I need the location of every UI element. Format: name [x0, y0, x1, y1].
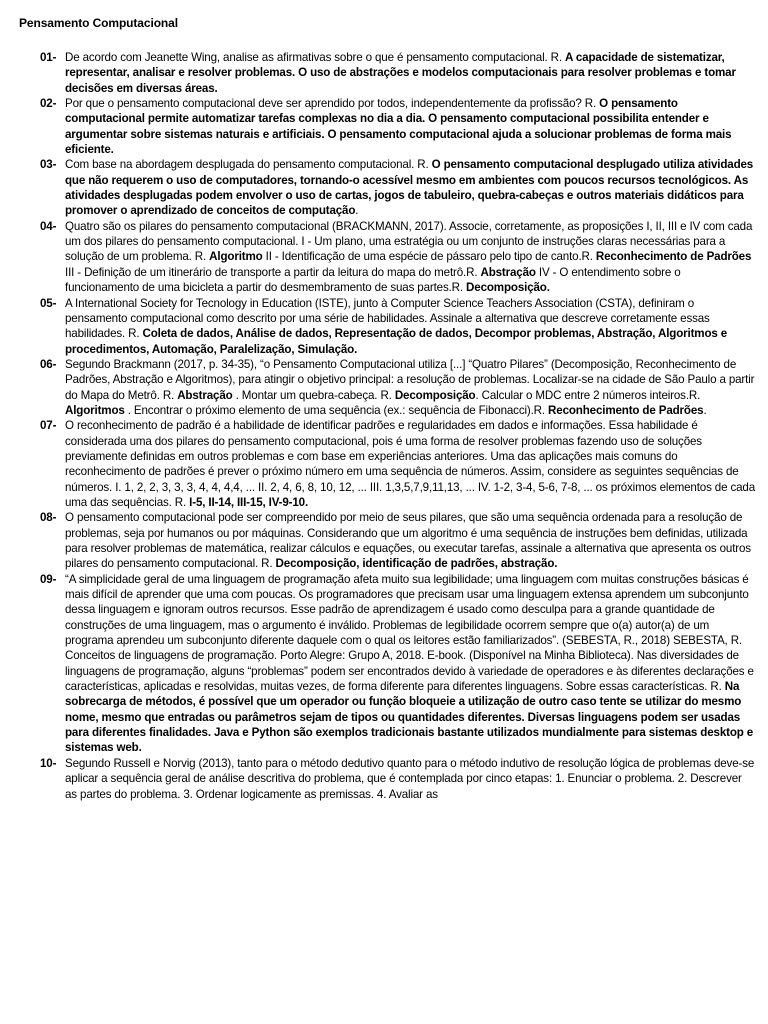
question-segment: Por que o pensamento computacional deve ser aprendido por todos, independentemente da profissão? R.	[65, 97, 600, 111]
question-item	[40, 157, 756, 218]
question-segment: . Calcular o MDC entre 2 números inteiros.R.	[475, 388, 701, 402]
question-segment: III - Definição de um itinerário de transporte a partir da leitura do mapa do metrô.R.	[65, 265, 481, 279]
answer-text: Abstração	[480, 265, 536, 279]
question-text	[65, 756, 756, 802]
answer-text: Na sobrecarga de métodos, é possível que um operador ou função bloqueie a utilização de outro caso tente se utilizar do mesmo nome, mesmo que entradas ou parâmetros sejam de tipos ou quantidades diferentes. Diversas linguagens podem ser usadas para diferentes finalidades. Java e Python são exemplos tradicionais bastante utilizados mundialmente para sistemas desktop e sistemas web.	[65, 680, 754, 755]
answer-text: Decomposição, identificação de padrões, abstração.	[275, 557, 558, 571]
question-segment: De acordo com Jeanette Wing, analise as afirmativas sobre o que é pensamento computacional. R.	[65, 51, 566, 64]
question-number: 05-	[40, 296, 57, 310]
answer-text: O pensamento computacional desplugado utiliza atividades que não requerem o uso de computadores, tornando-o acessível mesmo em ambientes com poucos recursos tecnológicos. As atividades desplugadas podem envolver o uso de cartas, jogos de tabuleiro, quebra-cabeças e outros materiais didáticos para promover o aprendizado de conceitos de computação	[65, 158, 754, 218]
question-segment: Segundo Russell e Norvig (2013), tanto para o método dedutivo quanto para o método indutivo de resolução lógica de problemas deve-se aplicar a sequência geral de análise descritiva do problema, que é contemplada por cinco etapas: 1. Enunciar o problema. 2. Descrever as partes do problema. 3. Ordenar logicamente as premissas. 4. Avaliar as	[65, 756, 755, 801]
question-text	[65, 219, 756, 296]
answer-text: A capacidade de sistematizar, representar, analisar e resolver problemas. O uso de abstrações e modelos computacionais para resolver problemas e tomar decisões em diversas áreas.	[65, 51, 736, 95]
question-segment: Segundo Brackmann (2017, p. 34-35), “o Pensamento Computacional utiliza [...] “Quatro Pilares” (Decomposição, Reconhecimento de Padrões, Abstração e Algoritmos), para atingir o objetivo principal: a resolução de problemas. Localizar-se na cidade de São Paulo a partir do Mapa do Metrô. R.	[65, 357, 755, 402]
answer-text: Decomposição.	[466, 281, 550, 295]
answer-text: Algoritmos	[65, 403, 125, 417]
question-item	[40, 510, 756, 571]
question-segment: .	[355, 204, 359, 218]
question-segment: Com base na abordagem desplugada do pensamento computacional. R.	[65, 158, 432, 172]
document-title: Pensamento Computacional	[19, 16, 178, 30]
question-number: 07-	[40, 419, 57, 433]
question-item	[40, 219, 756, 296]
question-segment: “A simplicidade geral de uma linguagem de programação afeta muito sua legibilidade; uma linguagem com muitas construções básicas é mais difícil de aprender que uma com poucas. Os programadores que precisam usar uma linguagem extensa aprendem um subconjunto dessa linguagem e ignoram outros recursos. Esse padrão de aprendizagem é usado como desculpa para a grande quantidade de construções de uma linguagem, mas o argumento é inválido. Problemas de legibilidade ocorrem sempre que o(a) autor(a) de um programa aprendeu um subconjunto diferente daquele com o qual os leitores estão familiarizados”. (SEBESTA, R., 2018) SEBESTA, R. Conceitos de linguagens de programação. Porto Alegre: Grupo A, 2018. E-book. (Disponível na Minha Biblioteca). Nas diversidades de linguagens de programação, alguns “problemas” podem ser encontrados devido à variedade de operadores e às diferentes declarações e características, aplicadas e resolvidas, muitas vezes, de forma diferente para diferentes linguagens. Sobre essas características. R.	[65, 572, 754, 694]
question-segment: . Encontrar o próximo elemento de uma sequência (ex.: sequência de Fibonacci).R.	[124, 403, 549, 417]
answer-text: I-5, II-14, III-15, IV-9-10.	[189, 495, 309, 509]
question-number: 09-	[40, 572, 57, 586]
question-segment: O reconhecimento de padrão é a habilidade de identificar padrões e regularidades em dados e informações. Essa habilidade é considerada uma dos pilares do pensamento computacional, pois é uma forma de resolver problemas fazendo uso de soluções previamente definidas em outros problemas e com base em experiências anteriores. Uma das aplicações mais comuns do reconhecimento de padrões é prever o próximo número em uma sequência de números. Assim, considere as seguintes sequências de números. I. 1, 2, 2, 3, 3, 3, 4, 4, 4,4, ... II. 2, 4, 6, 8, 10, 12, ... III. 1,3,5,7,9,11,13, ... IV. 1-2, 3-4, 5-6, 7-8, ... os próximos elementos de cada uma das sequências. R.	[65, 419, 756, 509]
question-segment: .	[703, 403, 707, 417]
question-number: 01-	[40, 51, 57, 64]
answer-text: Abstração	[177, 388, 233, 402]
question-segment: Quatro são os pilares do pensamento computacional (BRACKMANN, 2017). Associe, corretamente, as proposições I, II, III e IV com cada um dos pilares do pensamento computacional. I - Um plano, uma estratégia ou um conjunto de instruções claras necessárias para a solução de um problema. R.	[65, 219, 753, 264]
question-number: 04-	[40, 219, 57, 233]
question-text	[65, 50, 756, 96]
question-item	[40, 96, 756, 157]
question-item	[40, 572, 756, 756]
question-number: 02-	[40, 97, 57, 111]
question-text	[65, 296, 756, 357]
question-segment: IV - O entendimento sobre o funcionamento de uma bicicleta a partir do desmembramento de suas partes.R.	[65, 265, 681, 295]
question-segment: O pensamento computacional pode ser compreendido por meio de seus pilares, que são uma sequência ordenada para a resolução de problemas, seja por humanos ou por máquinas. Considerando que um algoritmo é uma sequência de instruções bem definidas, utilizada para resolver problemas de matemática, realizar cálculos e equações, ou executar tarefas, assinale a alternativa que apresenta os outros pilares do pensamento computacional. R.	[65, 511, 751, 571]
question-text	[65, 96, 756, 157]
answer-text: Algoritmo	[209, 250, 263, 264]
question-segment: II - Identificação de uma espécie de pássaro pelo tipo de canto.R.	[262, 250, 596, 264]
answer-text: Coleta de dados, Análise de dados, Representação de dados, Decompor problemas, Abstração, Algoritmos e procedimentos, Automação, Paralelização, Simulação.	[65, 327, 728, 356]
answer-text: O pensamento computacional permite automatizar tarefas complexas no dia a dia. O pensamento computacional possibilita entender e argumentar sobre sistemas naturais e artificiais. O pensamento computacional ajuda a solucionar problemas de forma mais eficiente.	[65, 97, 732, 157]
question-item	[40, 50, 756, 96]
question-text	[65, 157, 756, 218]
question-text	[65, 572, 756, 756]
question-item	[40, 756, 756, 802]
question-text	[65, 418, 756, 510]
answer-text: Reconhecimento de Padrões	[548, 403, 704, 417]
question-item	[40, 418, 756, 510]
question-number: 08-	[40, 511, 57, 525]
question-text	[65, 357, 756, 418]
question-segment: A International Society for Tecnology in Education (ISTE), junto à Computer Science Teachers Association (CSTA), definiram o pensamento computacional como descrito por uma série de habilidades. Assinale a alternativa que descreve corretamente essas habilidades. R.	[65, 296, 710, 341]
question-list	[40, 50, 756, 802]
question-item	[40, 296, 756, 357]
answer-text: Reconhecimento de Padrões	[595, 250, 752, 264]
question-item	[40, 357, 756, 418]
question-number: 03-	[40, 158, 57, 172]
question-text	[65, 510, 756, 571]
question-number: 10-	[40, 756, 57, 770]
question-segment: . Montar um quebra-cabeça. R.	[232, 388, 395, 402]
answer-text: Decomposição	[394, 388, 476, 402]
question-number: 06-	[40, 357, 57, 371]
